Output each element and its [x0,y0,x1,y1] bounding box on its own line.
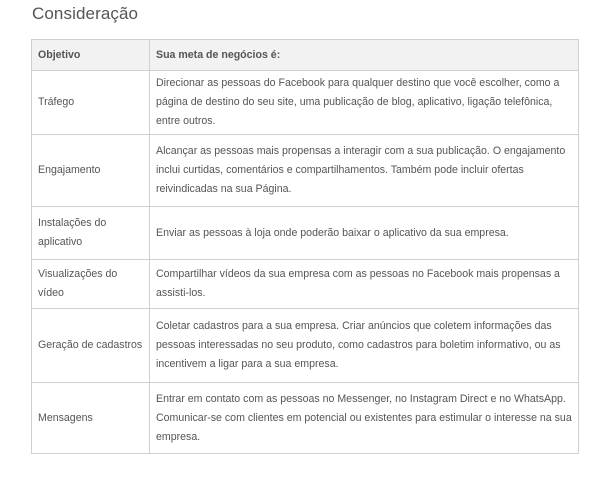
table-body [32,71,579,454]
objective-cell: Instalações do aplicativo [32,207,150,260]
goal-cell: Enviar as pessoas à loja onde poderão baixar o aplicativo da sua empresa. [150,207,579,260]
table-row [32,71,579,135]
table-row [32,135,579,207]
table-header [32,40,579,71]
section-heading: Consideração [32,4,139,23]
table-row [32,383,579,454]
table-row [32,309,579,383]
goal-cell: Compartilhar vídeos da sua empresa com as pessoas no Facebook mais propensas a assisti-los. [150,260,579,309]
goal-cell: Direcionar as pessoas do Facebook para qualquer destino que você escolher, como a página de destino do seu site, uma publicação de blog, aplicativo, ligação telefônica, entre outros. [150,71,579,135]
objectives-table [31,39,579,454]
table-row [32,260,579,309]
header-row [32,40,579,71]
objective-cell: Visualizações do vídeo [32,260,150,309]
objective-cell: Tráfego [32,71,150,135]
header-objective: Objetivo [32,40,150,71]
goal-cell: Coletar cadastros para a sua empresa. Criar anúncios que coletem informações das pessoas interessadas no seu produto, como cadastros para boletim informativo, ou as incentivem a ligar para a sua empresa. [150,309,579,383]
objective-cell: Geração de cadastros [32,309,150,383]
goal-cell: Alcançar as pessoas mais propensas a interagir com a sua publicação. O engajamento inclui curtidas, comentários e compartilhamentos. Também pode incluir ofertas reivindicadas na sua Página. [150,135,579,207]
header-business-goal: Sua meta de negócios é: [150,40,579,71]
objective-cell: Engajamento [32,135,150,207]
table-row [32,207,579,260]
objective-cell: Mensagens [32,383,150,454]
goal-cell: Entrar em contato com as pessoas no Messenger, no Instagram Direct e no WhatsApp. Comunicar-se com clientes em potencial ou existentes para estimular o interesse na sua empresa. [150,383,579,454]
